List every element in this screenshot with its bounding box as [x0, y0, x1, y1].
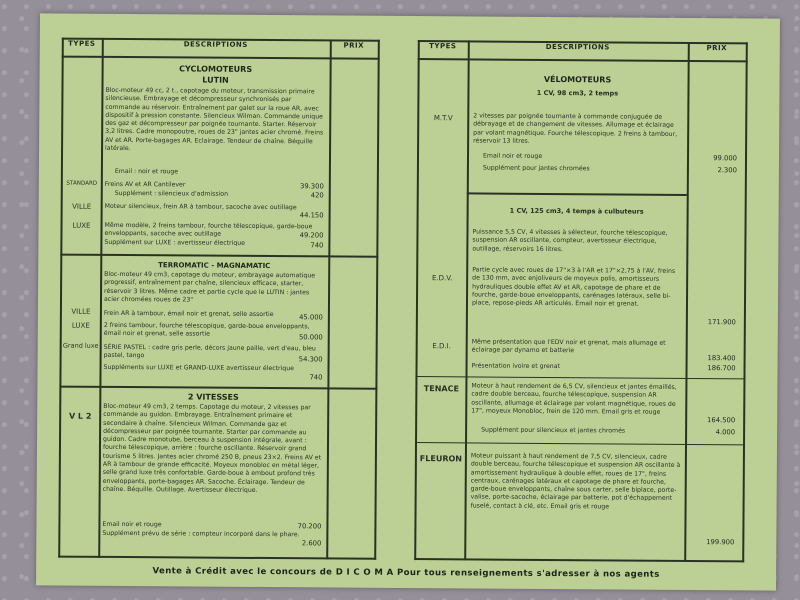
left-border — [58, 38, 64, 558]
price-mtv: 99.000 — [713, 154, 738, 163]
price-supp-admission: 420 — [310, 191, 324, 200]
type-fleuron: FLEURON — [419, 454, 463, 464]
left-right-border — [374, 40, 380, 560]
deux-vitesses-row-supp: Supplément prévu de série : compteur incorporé dans le phare. — [102, 529, 300, 539]
deux-vitesses-title: 2 VITESSES — [187, 392, 239, 402]
fleuron-description: Moteur puissant à haut rendement de 7,5 CV, silencieux, cadre double berceau, fourche télescopique et suspension AR oscillante à amortissement hydraulique à double effet, roues de 17", freins centraux, carénages latéraux et capotage de phare et fourche, garde-boue enveloppants, chaîne sous carter, selle biplace, porte-valise, porte-sacoche, éclairage par batterie, pot d'échappement fuselé, contact à clé, etc. Email gris et rouge — [470, 452, 681, 511]
price-pastel: 54.300 — [298, 355, 323, 364]
price-edv: 171.900 — [707, 318, 736, 327]
tenace-description: Moteur à haut rendement de 6,5 CV, silencieux et jantes émaillés, cadre double berceau, fourche télescopique, suspension AR oscillante, allumage et éclairage par volant magnétique, roues de 17", moyeux Monobloc, frein de 120 mm. Email gris et rouge — [471, 382, 677, 416]
type-edv: E.D.V. — [431, 274, 453, 283]
cyclo-color: Email : noir et rouge — [114, 167, 179, 176]
right-border-right — [742, 42, 748, 562]
price-fleuron: 199.900 — [706, 538, 735, 547]
header-types-left: TYPES — [68, 39, 96, 48]
type-t-luxe: LUXE — [71, 321, 90, 330]
edi-ivoire: Présentation ivoire et grenat — [471, 362, 560, 371]
cyclo-row-ville: Moteur silencieux, frein AR à tambour, sacoche avec outillage — [104, 202, 297, 212]
velo-title: VÉLOMOTEURS — [543, 74, 612, 85]
price-list-sheet — [36, 13, 780, 590]
type-ville: VILLE — [72, 202, 92, 211]
right-bottom-border — [414, 558, 744, 562]
header-types-right: TYPES — [429, 42, 457, 51]
price-t-luxe: 50.000 — [298, 333, 323, 342]
type-edi: E.D.I. — [432, 342, 452, 351]
tenace-supp: Supplément pour silencieux et jantes chromés — [481, 426, 626, 435]
deux-vitesses-row-color: Email noir et rouge — [102, 520, 162, 529]
type-grand-luxe: Grand luxe — [62, 341, 99, 350]
cv125-intro: Puissance 5,5 CV, 4 vitesses à sélecteur, fourche télescopique, suspension AR oscillante, compteur, avertisseur électrique, outillage, réservoirs 16 litres. — [472, 228, 668, 253]
divider-125 — [467, 192, 687, 196]
price-tenace-supp: 4.000 — [715, 428, 736, 437]
type-tenace: TENACE — [423, 384, 460, 394]
cyclo-row-standard: Freins AV et AR Cantilever — [104, 180, 186, 189]
type-luxe: LUXE — [72, 221, 91, 230]
cyclo-row-supp: Supplément : silencieux d'admission — [114, 189, 229, 198]
header-descriptions-left: DESCRIPTIONS — [183, 40, 248, 49]
header-descriptions-right: DESCRIPTIONS — [545, 42, 610, 52]
type-mtv: M.T.V — [433, 114, 453, 123]
velo-description: 2 vitesses par poignée tournante à commande conjuguée de débrayage et de changement de vitesses. Allumage et éclairage par volant magnétique. Fourche télescopique. 2 freins à tambour, réservoir 13 litres. — [473, 112, 678, 145]
price-vl2: 70.200 — [297, 522, 322, 531]
right-price-divider — [684, 42, 690, 562]
terromatic-row-pastel: SÉRIE PASTEL : cadre gris perle, décors jaune paille, vert d'eau, bleu pastel, tango — [103, 343, 316, 360]
price-mtv-supp: 2.300 — [717, 166, 737, 175]
edv-description: Partie cycle avec roues de 17"×3 à l'AR et 17"×2,75 à l'AV, freins de 130 mm, avec enjoliveurs de moyeux polis, amortisseurs hydrauliques double effet AV et AR, capotage de phare et de fourche, garde-boue enveloppants, carénages latéraux, selle bi-place, repose-pieds AR articulés. Email noir et grenat. — [471, 266, 676, 308]
divider-2-vitesses — [59, 386, 377, 390]
price-luxe: 49.200 — [299, 231, 324, 240]
cyclo-row-supp-luxe: Supplément sur LUXE : avertisseur électrique — [104, 238, 246, 247]
velo-row-color: Email noir et rouge — [482, 152, 543, 160]
price-t-ville: 45.000 — [299, 313, 323, 322]
terromatic-row-luxe: 2 freins tambour, fourche télescopique, garde-boue enveloppants, émail noir et grenat, selle assortie — [103, 321, 310, 338]
type-standard: STANDARD — [66, 180, 98, 187]
terromatic-title: TERROMATIC - MAGNAMATIC — [158, 261, 271, 271]
cyclo-row-luxe: Même modèle, 2 freins tambour, fourche télescopique, garde-boue enveloppants, sacoche avec outillage — [104, 221, 313, 238]
velo-row-supp: Supplément pour jantes chromées — [482, 164, 590, 173]
price-vl2-supp: 2.600 — [301, 539, 322, 548]
cyclo-description: Bloc-moteur 49 cc, 2 t., capotage du moteur, transmission primaire silencieuse. Embrayage et décompresseur synchronisés par commande au réservoir. Entraînement par galet sur la roue AR, avec dispositif à pression constante. Silencieux Wilman. Commande unique des gaz et décompresseur par poignée tournante. Starter. Réservoir 3,2 litres. Cadre monopoutre, roues de 23" jantes acier chromé. Freins AV et AR. Porte-bagages AR. Eclairage. Tendeur de chaîne. Béquille latérale. — [105, 86, 324, 153]
velo-subtitle: 1 CV, 98 cm3, 2 temps — [536, 88, 619, 98]
terromatic-row-ville: Frein AR à tambour, émail noir et grenat, selle assortie — [103, 309, 274, 319]
price-standard: 39.300 — [299, 182, 324, 191]
cv125-subtitle: 1 CV, 125 cm3, 4 temps à culbuteurs — [509, 206, 644, 216]
price-supp-luxe: 740 — [310, 241, 324, 250]
footer-credit-note: Vente à Crédit avec le concours de D I C O M A Pour tous renseignements s'adresser à nos agents — [152, 566, 660, 580]
type-t-ville: VILLE — [71, 307, 91, 316]
cyclo-title: CYCLOMOTEURS — [179, 64, 253, 74]
cyclo-subtitle: LUTIN — [202, 75, 229, 85]
header-prix-right: PRIX — [706, 44, 728, 53]
deux-vitesses-description: Bloc-moteur 49 cm3, 2 temps. Capotage du moteur, 2 vitesses par commande au guidon. Embrayage. Entraînement primaire et secondaire à chaîne. Silencieux Wilman. Commande gaz et décompresseur par poignée tournante. Starter par commande au guidon. Cadre monotube, berceau à suspension intégrale, avant : fourche télescopique, arrière : fourche oscillante. Réservoir grand tourisme 5 litres. Jantes acier chromé 250 B, pneus 23×2. Freins AV et AR à tambour de grande efficacité. Moyeux monobloc en métal léger, selle grand luxe très confortable. Garde-boue à embout profond très enveloppants, porte-bagages AR. Sacoche. Éclairage. Tendeur de chaîne. Béquille. Outillage. Avertisseur électrique. — [102, 402, 322, 494]
price-edi: 183.400 — [707, 354, 736, 363]
terromatic-row-supp: Suppléments sur LUXE et GRAND-LUXE avertisseur électrique — [103, 363, 295, 373]
terromatic-description: Bloc-moteur 49 cm3, capotage du moteur, embrayage automatique progressif, entraînement par chaîne, silencieux efficace, starter, réservoir 3 litres. Même cadre et partie cycle que le LUTIN : jantes acier chromées roues de 23" — [103, 270, 316, 304]
edi-description: Même présentation que l'EDV noir et grenat, mais allumage et éclairage par dynamo et batterie — [471, 338, 666, 355]
left-bottom-border — [58, 556, 376, 560]
price-t-supp: 740 — [309, 373, 323, 382]
price-edi-ivoire: 186.700 — [707, 364, 736, 373]
price-ville: 44.150 — [299, 211, 324, 220]
header-prix-left: PRIX — [343, 41, 365, 50]
price-tenace: 164.500 — [707, 416, 736, 425]
divider-terromatic — [60, 254, 378, 258]
type-vl2: V L 2 — [68, 411, 92, 421]
